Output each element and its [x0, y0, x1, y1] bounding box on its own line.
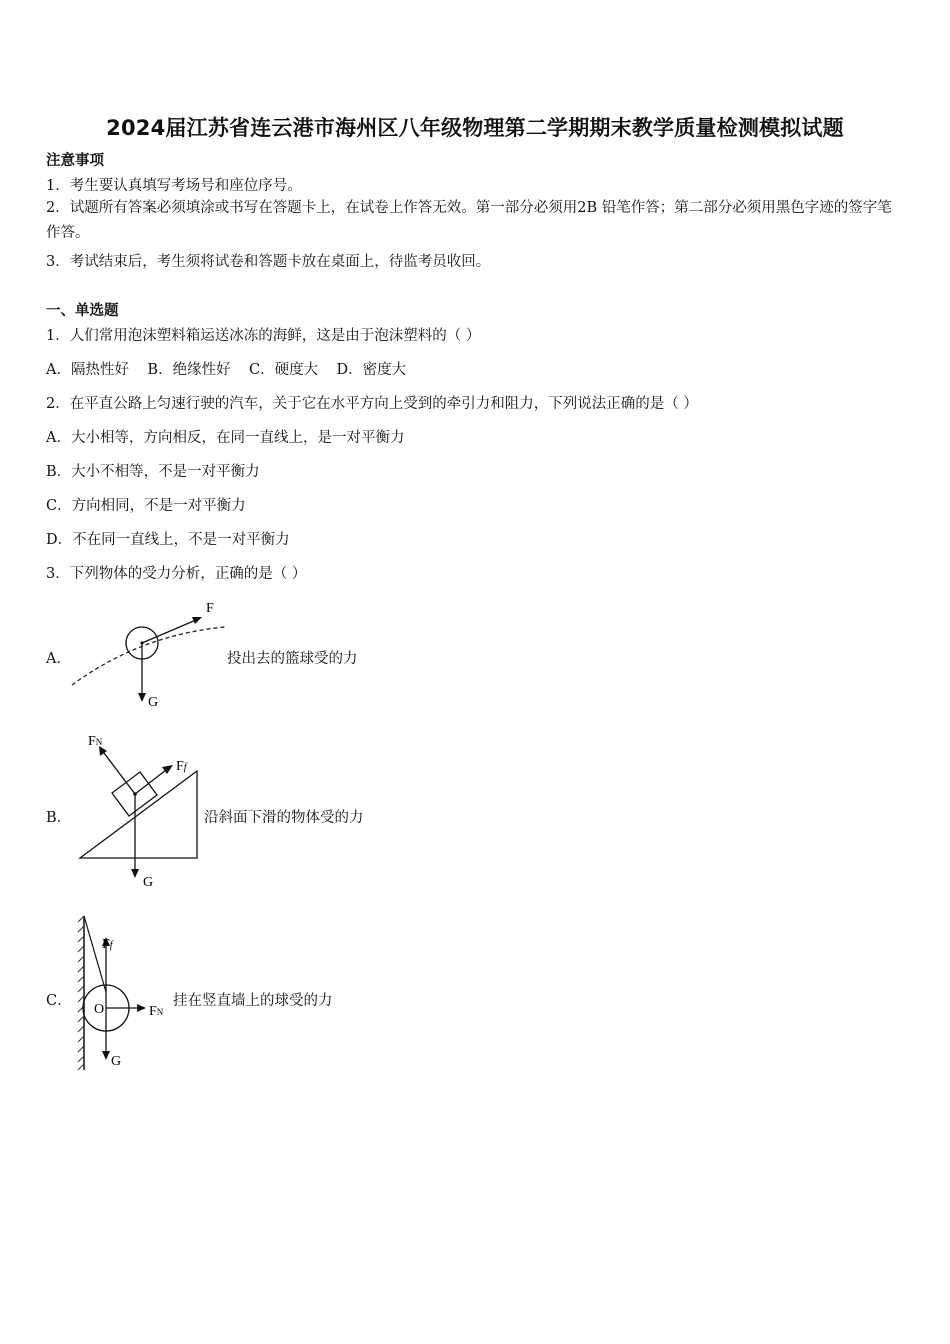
- label-fn: FN: [149, 1004, 164, 1019]
- question-2-stem: 2．在平直公路上匀速行驶的汽车，关于它在水平方向上受到的牵引力和阻力，下列说法正确的是（ ）: [46, 396, 698, 412]
- label-f: F: [206, 601, 214, 616]
- question-2-option-c: C．方向相同，不是一对平衡力: [46, 498, 246, 514]
- label-fn: FN: [88, 734, 103, 749]
- rope: [84, 916, 106, 992]
- notice-item-3: 3．考试结束后，考生须将试卷和答题卡放在桌面上，待监考员收回。: [46, 254, 491, 270]
- question-3-stem: 3．下列物体的受力分析，正确的是（ ）: [46, 566, 307, 582]
- question-3-option-b-caption: 沿斜面下滑的物体受的力: [204, 810, 364, 826]
- notice-item-2: 2．试题所有答案必须填涂或书写在答题卡上，在试卷上作答无效。第一部分必须用2B 铅笔作答；第二部分必须用黑色字迹的签字笔作答。: [46, 200, 892, 241]
- trajectory-path: [72, 627, 225, 685]
- label-g: G: [111, 1054, 122, 1069]
- question-2-option-d: D．不在同一直线上，不是一对平衡力: [46, 532, 290, 548]
- question-1-stem: 1．人们常用泡沫塑料箱运送冰冻的海鲜，这是由于泡沫塑料的（ ）: [46, 328, 481, 344]
- label-g: G: [148, 695, 159, 710]
- question-3-option-c-caption: 挂在竖直墙上的球受的力: [173, 993, 333, 1009]
- question-2-option-b: B．大小不相等，不是一对平衡力: [46, 464, 260, 480]
- question-3-option-a-label: A．: [46, 651, 71, 667]
- label-ff: Ff: [102, 937, 113, 952]
- question-2-option-a: A．大小相等，方向相反，在同一直线上，是一对平衡力: [46, 430, 405, 446]
- basketball-force-diagram: [60, 590, 240, 720]
- question-3-option-c-label: C．: [46, 993, 72, 1009]
- label-g: G: [143, 875, 154, 890]
- wall-hatching: [78, 916, 84, 1070]
- friction-force-arrow: [135, 770, 166, 794]
- notice-heading: 注意事项: [46, 152, 104, 169]
- question-1-options: A．隔热性好 B．绝缘性好 C．硬度大 D．密度大: [46, 362, 407, 378]
- incline-force-diagram: [70, 728, 220, 893]
- force-f-arrow: [142, 620, 196, 643]
- label-ff: Ff: [176, 759, 187, 774]
- question-3-option-a-caption: 投出去的篮球受的力: [227, 651, 358, 667]
- notice-item-1: 1．考生要认真填写考场号和座位序号。: [46, 178, 302, 194]
- label-o: O: [94, 1002, 105, 1017]
- question-3-option-b-label: B．: [46, 810, 72, 826]
- section-heading: 一、单选题: [46, 302, 119, 319]
- wall-ball-force-diagram: [70, 912, 180, 1077]
- incline: [80, 771, 197, 858]
- page-title: 2024届江苏省连云港市海州区八年级物理第二学期期末教学质量检测模拟试题: [106, 116, 844, 140]
